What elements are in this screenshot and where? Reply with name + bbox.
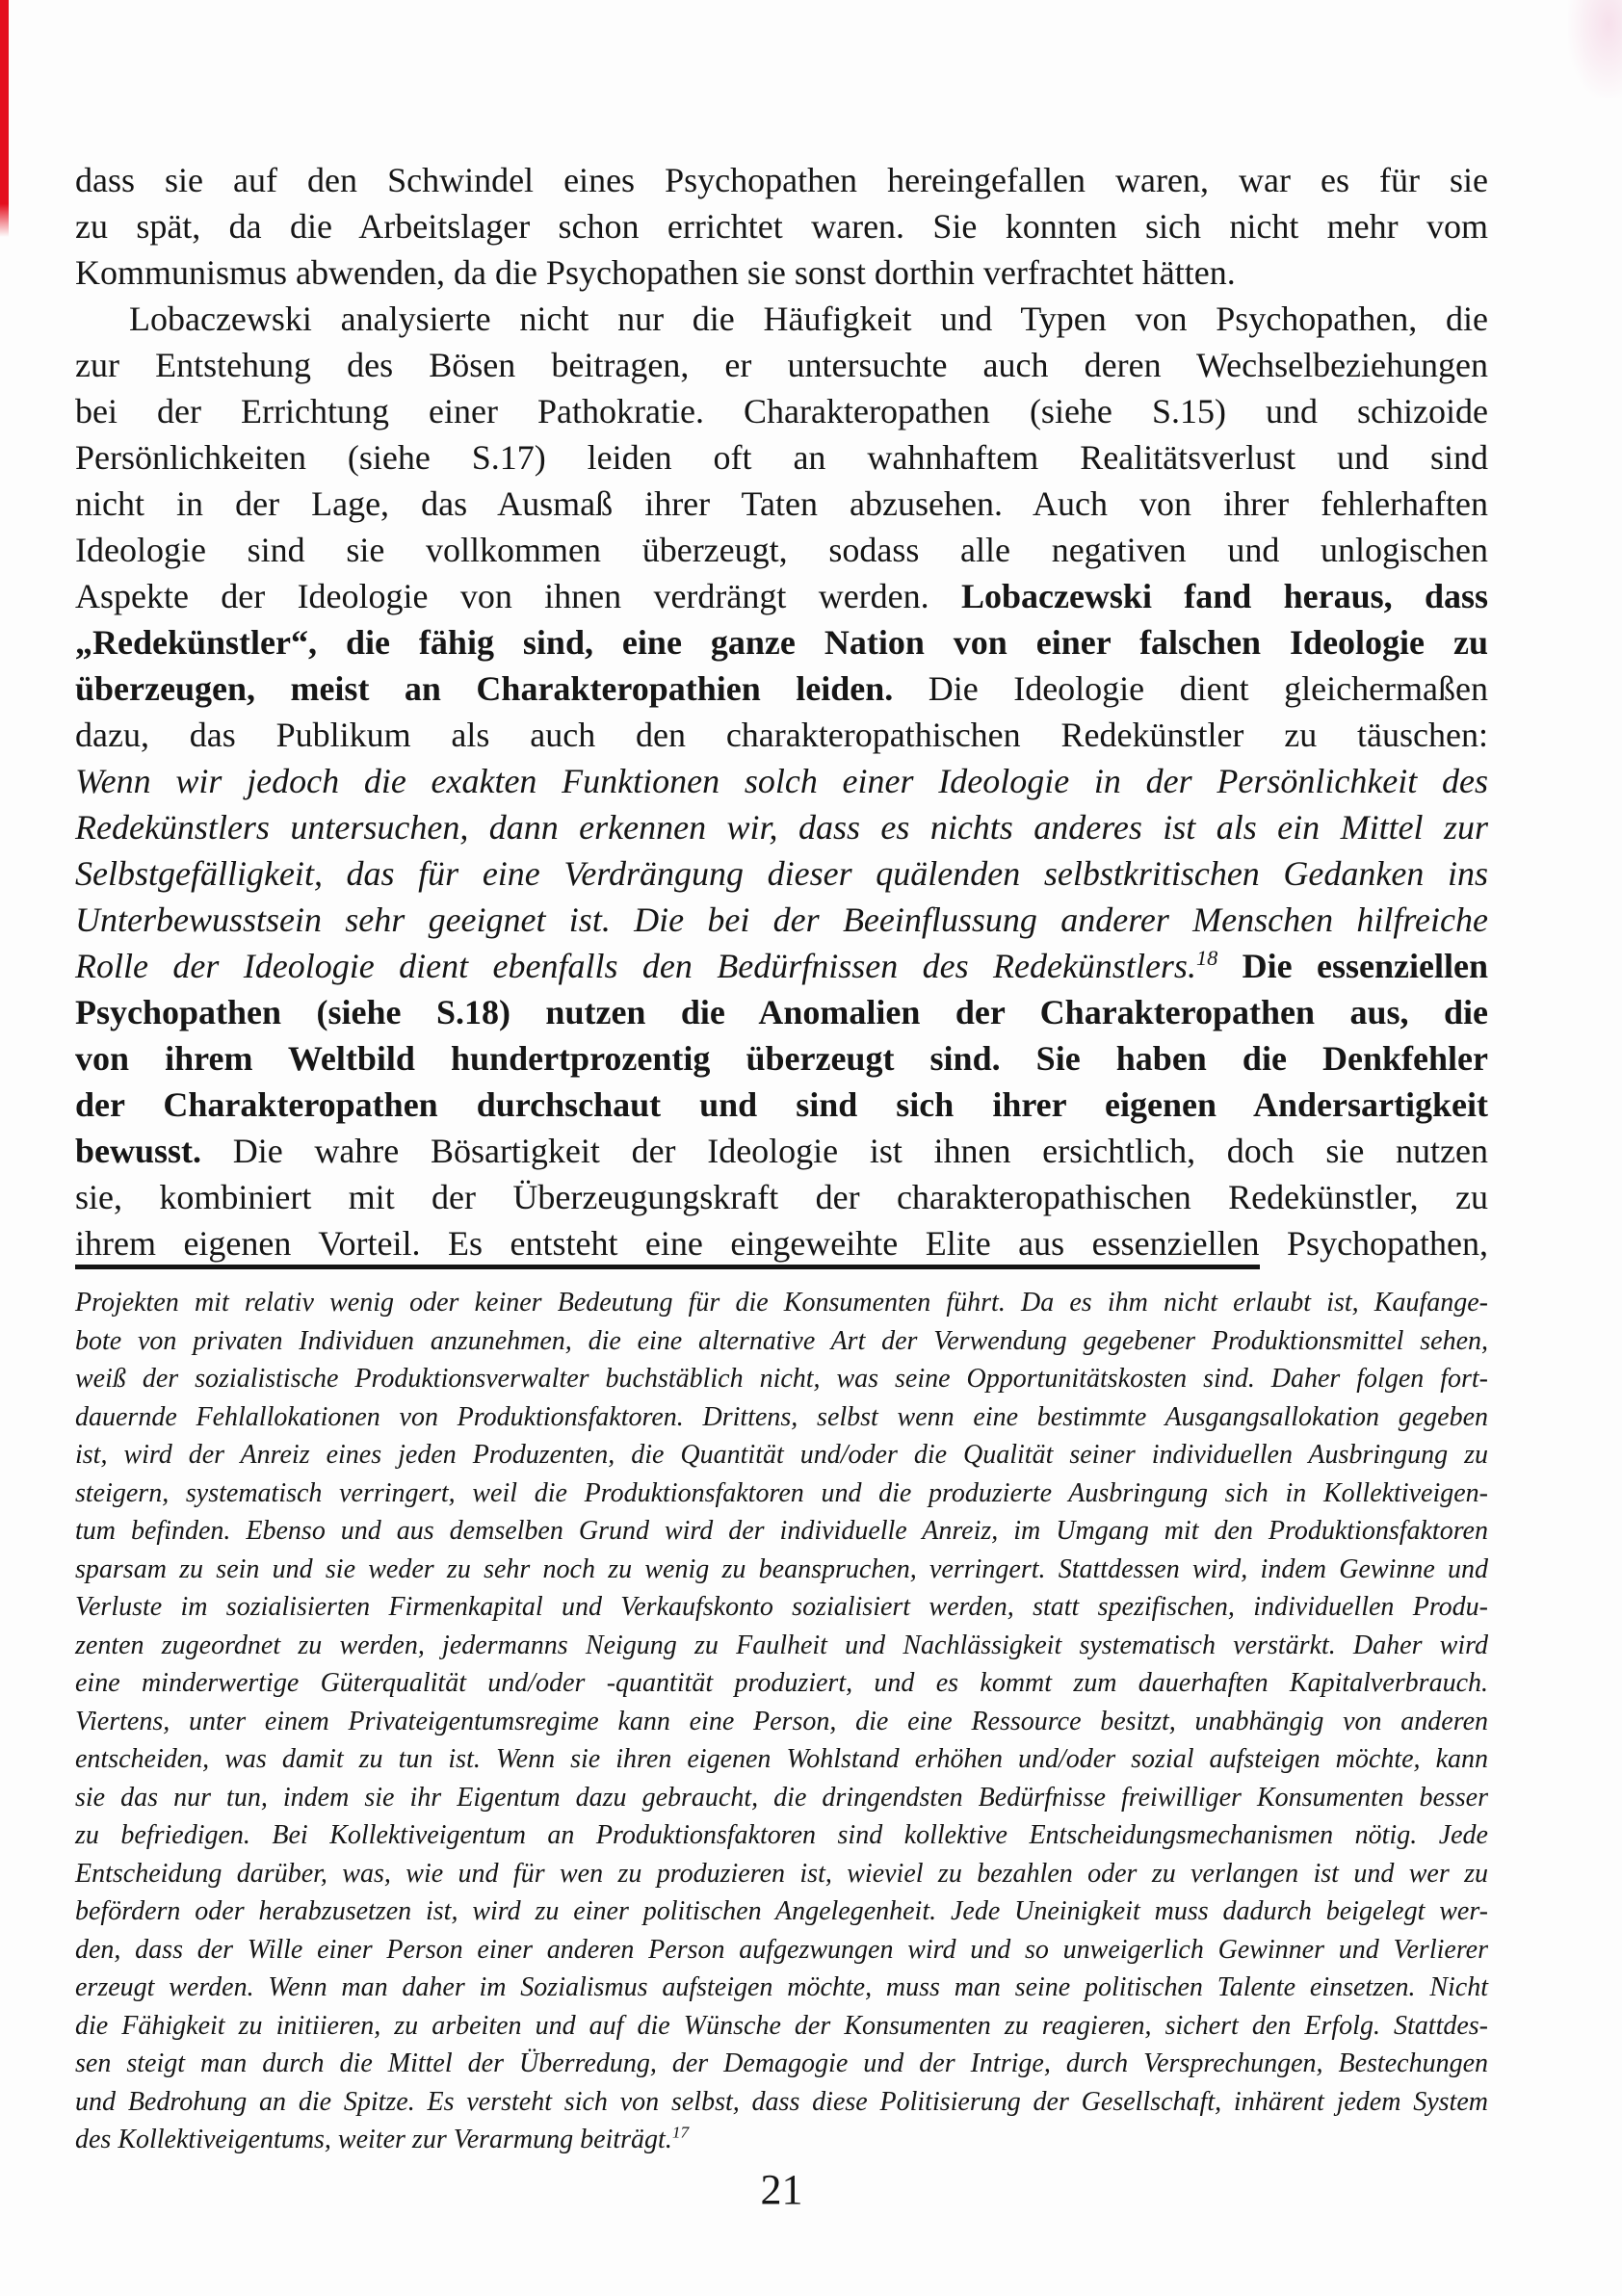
text-run: Die essenziellen: [1217, 947, 1488, 985]
text-run: Persönlichkeiten (siehe S.17) leiden oft an wahnhaftem Realitätsverlust und sind: [75, 438, 1488, 477]
text-run: zur Entstehung des Bösen beitragen, er untersuchte auch deren Wechselbeziehungen: [75, 346, 1488, 384]
text-run: ihrem eigenen Vorteil. Es entsteht eine eingeweihte Elite aus essenziellen: [75, 1224, 1260, 1269]
text-line: [75, 388, 1488, 434]
text-line: [75, 1360, 1488, 1398]
text-run: weiß der sozialistische Produktionsverwalter buchstäblich nicht, was seine Opportunitätskosten sind. Daher folgen fort-: [75, 1364, 1488, 1394]
text-run: Aspekte der Ideologie von ihnen verdrängt werden.: [75, 577, 961, 615]
page-number: 21: [760, 2166, 803, 2213]
text-line: [75, 989, 1488, 1035]
text-run: sparsam zu sein und sie weder zu sehr noch zu wenig zu beanspruchen, verringert. Stattdessen wird, indem Gewinne und: [75, 1553, 1488, 1584]
text-line: [75, 1779, 1488, 1817]
text-line: [75, 665, 1488, 712]
text-run: entscheiden, was damit zu tun ist. Wenn sie ihren eigenen Wohlstand erhöhen und/oder sozial aufsteigen möchte, kann: [75, 1744, 1488, 1774]
text-run: der Charakteropathen durchschaut und sind sich ihrer eigenen Andersartigkeit: [75, 1085, 1488, 1124]
text-line: [75, 1322, 1488, 1361]
footnote-block: [75, 1284, 1488, 2159]
text-run: Psychopathen (siehe S.18) nutzen die Anomalien der Charakteropathen aus, die: [75, 993, 1488, 1031]
text-run: Psychopathen,: [1259, 1224, 1489, 1263]
text-line: [75, 1128, 1488, 1174]
text-run: Wenn wir jedoch die exakten Funktionen solch einer Ideologie in der Persönlichkeit des: [75, 762, 1488, 800]
text-line: [75, 434, 1488, 481]
text-run: die Fähigkeit zu initiieren, zu arbeiten und auf die Wünsche der Konsumenten zu reagieren, sichert den Erfolg. Stattdes-: [75, 2010, 1488, 2041]
text-line: [75, 1474, 1488, 1513]
text-line: [75, 1931, 1488, 1970]
text-line: [75, 1816, 1488, 1855]
text-line: [75, 1035, 1488, 1082]
text-line: [75, 342, 1488, 388]
text-line: [75, 203, 1488, 249]
text-run: des Kollektiveigentums, weiter zur Verarmung beiträgt.: [75, 2125, 672, 2154]
text-run: dauernde Fehlallokationen von Produktionsfaktoren. Drittens, selbst wenn eine bestimmte Ausgangsallokation gegeben: [75, 1401, 1488, 1432]
text-run: sen steigt man durch die Mittel der Überredung, der Demagogie und der Intrige, durch Versprechungen, Bestechungen: [75, 2048, 1488, 2078]
text-run: zenten zugeordnet zu werden, jedermanns Neigung zu Faulheit und Nachlässigkeit systematisch verstärkt. Daher wird: [75, 1630, 1488, 1660]
text-run: eine minderwertige Güterqualität und/oder -quantität produziert, und es kommt zum dauerhaften Kapitalverbrauch.: [75, 1668, 1488, 1698]
text-run: nicht in der Lage, das Ausmaß ihrer Taten abzusehen. Auch von ihrer fehlerhaften: [75, 484, 1488, 523]
text-run: 18: [1195, 946, 1218, 970]
text-run: dazu, das Publikum als auch den charakteropathischen Redekünstler zu täuschen:: [75, 716, 1488, 754]
text-run: Ideologie sind sie vollkommen überzeugt, sodass alle negativen und unlogischen: [75, 531, 1488, 569]
text-run: zu befriedigen. Bei Kollektiveigentum an Produktionsfaktoren sind kollektive Entscheidungsmechanismen nötig. Jede: [75, 1820, 1488, 1850]
text-line: [75, 2007, 1488, 2046]
text-run: Rolle der Ideologie dient ebenfalls den Bedürfnissen des Redekünstlers.: [75, 947, 1196, 985]
text-line: [75, 481, 1488, 527]
text-line: [75, 1220, 1488, 1266]
text-run: Kommunismus abwenden, da die Psychopathen sie sonst dorthin verfrachtet hätten.: [75, 253, 1236, 292]
text-line: [75, 2045, 1488, 2083]
text-run: Selbstgefälligkeit, das für eine Verdrängung dieser quälenden selbstkritischen Gedanken ins: [75, 854, 1488, 893]
text-line: [75, 1855, 1488, 1893]
scan-artifact-red-bar: [0, 0, 9, 237]
text-run: Lobaczewski analysierte nicht nur die Häufigkeit und Typen von Psychopathen, die: [129, 300, 1488, 338]
text-line: [75, 1284, 1488, 1322]
text-line: [75, 1436, 1488, 1474]
text-run: befördern oder herabzusetzen ist, wird zu einer politischen Angelegenheit. Jede Uneinigkeit muss dadurch beigelegt wer-: [75, 1896, 1488, 1926]
text-run: tum befinden. Ebenso und aus demselben Grund wird der individuelle Anreiz, im Umgang mit den Produktionsfaktoren: [75, 1516, 1488, 1546]
text-line: [75, 1664, 1488, 1703]
text-line: [75, 1892, 1488, 1931]
main-text-block: [75, 157, 1488, 1266]
text-line: [75, 249, 1488, 296]
text-line: [75, 619, 1488, 665]
text-line: [75, 943, 1488, 989]
text-run: Redekünstlers untersuchen, dann erkennen wir, dass es nichts anderes ist als ein Mittel zur: [75, 808, 1488, 847]
text-run: bei der Errichtung einer Pathokratie. Charakteropathen (siehe S.15) und schizoide: [75, 392, 1488, 430]
scan-artifact-smudge: [1568, 0, 1622, 98]
text-line: [75, 2083, 1488, 2122]
text-line: [75, 850, 1488, 897]
text-line: [75, 296, 1488, 342]
text-line: [75, 758, 1488, 804]
text-line: [75, 804, 1488, 850]
text-run: überzeugen, meist an Charakteropathien leiden.: [75, 669, 894, 708]
text-run: den, dass der Wille einer Person einer anderen Person aufgezwungen wird und so unweigerlich Gewinner und Verlierer: [75, 1934, 1488, 1965]
text-line: [75, 1588, 1488, 1627]
text-run: Unterbewusstsein sehr geeignet ist. Die bei der Beeinflussung anderer Menschen hilfreiche: [75, 900, 1488, 939]
text-line: [75, 1082, 1488, 1128]
text-run: steigern, systematisch verringert, weil die Produktionsfaktoren und die produzierte Ausbringung sich in Kollektiveigen-: [75, 1477, 1488, 1508]
text-run: Projekten mit relativ wenig oder keiner Bedeutung für die Konsumenten führt. Da es ihm nicht erlaubt ist, Kaufange-: [75, 1288, 1488, 1318]
text-line: [75, 157, 1488, 203]
text-line: [75, 2121, 1488, 2159]
text-run: dass sie auf den Schwindel eines Psychopathen hereingefallen waren, war es für sie: [75, 161, 1488, 199]
text-run: Die Ideologie dient gleichermaßen: [893, 669, 1488, 708]
text-run: bote von privaten Individuen anzunehmen, die eine alternative Art der Verwendung gegebener Produktionsmittel sehen,: [75, 1325, 1488, 1356]
text-line: [75, 1398, 1488, 1437]
text-line: [75, 1512, 1488, 1551]
text-run: Lobaczewski fand heraus, dass: [960, 577, 1488, 615]
text-run: Die wahre Bösartigkeit der Ideologie ist ihnen ersichtlich, doch sie nutzen: [201, 1132, 1488, 1170]
text-line: [75, 527, 1488, 573]
text-run: und Bedrohung an die Spitze. Es versteht sich von selbst, dass diese Politisierung der Gesellschaft, inhärent jedem System: [75, 2086, 1488, 2117]
text-run: Verluste im sozialisierten Firmenkapital und Verkaufskonto sozialisiert werden, statt spezifischen, individuellen Produ-: [75, 1592, 1488, 1622]
text-line: [75, 1551, 1488, 1589]
text-line: [75, 1703, 1488, 1741]
text-run: „Redekünstler“, die fähig sind, eine ganze Nation von einer falschen Ideologie zu: [75, 623, 1488, 662]
text-run: sie das nur tun, indem sie ihr Eigentum dazu gebraucht, die dringendsten Bedürfnisse freiwilliger Konsumenten besser: [75, 1782, 1488, 1813]
text-run: zu spät, da die Arbeitslager schon errichtet waren. Sie konnten sich nicht mehr vom: [75, 207, 1488, 246]
text-run: Entscheidung darüber, was, wie und für wen zu produzieren ist, wieviel zu bezahlen oder zu verlangen ist und wer zu: [75, 1858, 1488, 1889]
text-line: [75, 1627, 1488, 1665]
text-line: [75, 897, 1488, 943]
text-run: 17: [671, 2123, 690, 2142]
text-line: [75, 1740, 1488, 1779]
text-line: [75, 1174, 1488, 1220]
text-run: bewusst.: [75, 1132, 202, 1170]
text-run: sie, kombiniert mit der Überzeugungskraft der charakteropathischen Redekünstler, zu: [75, 1178, 1488, 1216]
text-run: ist, wird der Anreiz eines jeden Produzenten, die Quantität und/oder die Qualität seiner individuellen Ausbringung zu: [75, 1440, 1488, 1470]
text-run: erzeugt werden. Wenn man daher im Sozialismus aufsteigen möchte, muss man seine politischen Talente einsetzen. Nicht: [75, 1972, 1488, 2002]
text-line: [75, 712, 1488, 758]
text-line: [75, 1969, 1488, 2007]
text-run: Viertens, unter einem Privateigentumsregime kann eine Person, die eine Ressource besitzt, unabhängig von anderen: [75, 1706, 1488, 1736]
text-line: [75, 573, 1488, 619]
text-run: von ihrem Weltbild hundertprozentig überzeugt sind. Sie haben die Denkfehler: [75, 1039, 1488, 1078]
